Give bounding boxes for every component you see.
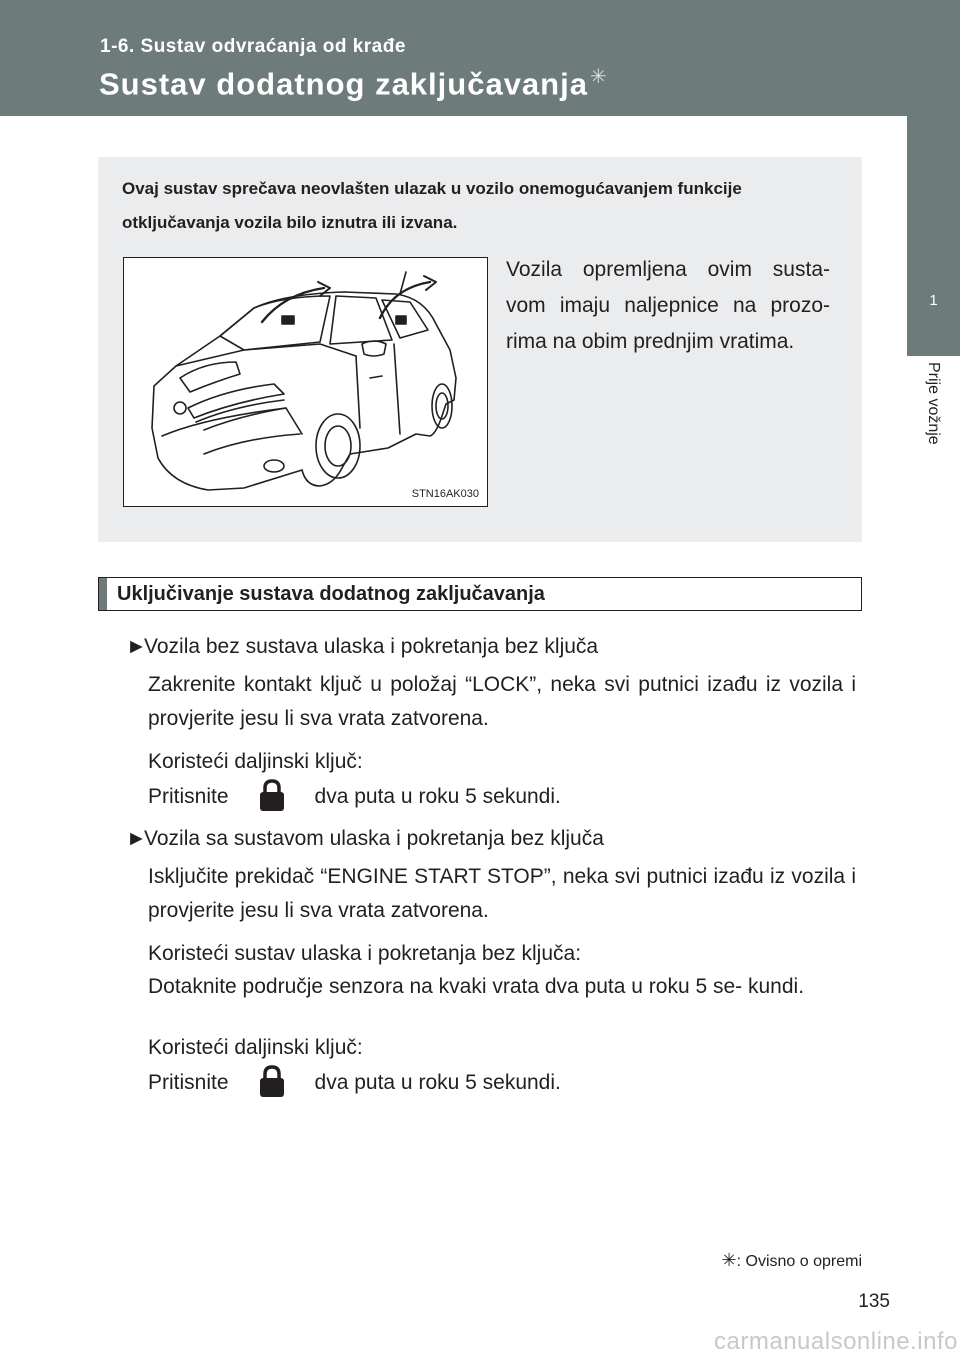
- bullet-marker: ►: [126, 827, 147, 850]
- section-heading-bar: [99, 578, 107, 610]
- footnote-mark: ✳: [721, 1250, 737, 1270]
- car-front-wheel: [316, 414, 360, 478]
- watermark: carmanualsonline.info: [714, 1328, 958, 1355]
- press-before-text: Pritisnite: [148, 785, 229, 808]
- figure-caption: Vozila opremljena ovim susta- vom imaju naljepnice na prozo- rima na obim prednjim vratima.: [506, 258, 830, 353]
- window-sticker-side: [396, 316, 406, 324]
- car-mirror: [362, 341, 386, 356]
- section-label: 1-6. Sustav odvraćanja od krađe: [100, 36, 406, 57]
- bullet-item-2-text: Vozila sa sustavom ulaska i pokretanja bez ključa: [144, 827, 604, 850]
- item-1-description: Zakrenite kontakt ključ u položaj “LOCK”, neka svi putnici izađu iz vozila i provjerite jesu li sva vrata zatvorena.: [148, 673, 856, 730]
- page-number: 135: [858, 1291, 890, 1312]
- chapter-tab: [907, 116, 960, 356]
- chapter-tab-label: Prije vožnje: [925, 362, 942, 445]
- item-2-description: Isključite prekidač “ENGINE START STOP”, neka svi putnici izađu iz vozila i provjerite jesu li sva vrata zatvorena.: [148, 865, 856, 922]
- press-after-text: dva puta u roku 5 sekundi.: [314, 785, 561, 808]
- lock-icon: [257, 1064, 287, 1098]
- figure-code: STN16AK030: [411, 488, 479, 500]
- bullet-item-2-title: [126, 822, 604, 856]
- car-rear-wheel: [432, 384, 452, 428]
- bullet-marker: ►: [126, 635, 147, 658]
- page-title-text: Sustav dodatnog zaključavanja: [99, 66, 588, 102]
- item-2-remote-label: Koristeći daljinski ključ:: [148, 1036, 363, 1059]
- item-2-smart-label: Koristeći sustav ulaska i pokretanja bez ključa:: [148, 942, 582, 965]
- car-fog-light: [264, 460, 284, 472]
- bullet-item-1-title: [126, 630, 598, 664]
- lock-icon: [257, 778, 287, 812]
- intro-text: Ovaj sustav sprečava neovlašten ulazak u vozilo onemogućavanjem funkcije otključavanja vozila bilo iznutra ili izvana.: [122, 179, 742, 232]
- car-windshield: [220, 296, 330, 350]
- page-title: [99, 64, 608, 102]
- press-after-text: dva puta u roku 5 sekundi.: [314, 1071, 561, 1094]
- section-heading: [98, 577, 862, 611]
- item-2-press-line: [148, 1064, 856, 1100]
- optional-equipment-mark: ✳: [589, 66, 608, 88]
- item-1-remote-label: Koristeći daljinski ključ:: [148, 750, 363, 773]
- item-2-smart-description: Dotaknite područje senzora na kvaki vrata dva puta u roku 5 se- kundi.: [148, 975, 805, 998]
- chapter-tab-number: 1: [929, 292, 938, 309]
- window-sticker-front: [282, 316, 294, 324]
- car-illustration: [123, 257, 488, 507]
- bullet-item-1-text: Vozila bez sustava ulaska i pokretanja bez ključa: [144, 635, 599, 658]
- car-grille: [188, 384, 284, 418]
- footnote-text: : Ovisno o opremi: [736, 1253, 862, 1270]
- item-1-press-line: [148, 778, 856, 814]
- car-logo: [174, 402, 186, 414]
- car-drawing: [124, 258, 487, 506]
- car-body: [152, 292, 456, 490]
- car-headlight: [180, 362, 240, 392]
- page-header: [0, 0, 960, 116]
- press-before-text: Pritisnite: [148, 1071, 229, 1094]
- footnote: [705, 1250, 862, 1271]
- section-heading-text: Uključivanje sustava dodatnog zaključavanja: [117, 583, 545, 605]
